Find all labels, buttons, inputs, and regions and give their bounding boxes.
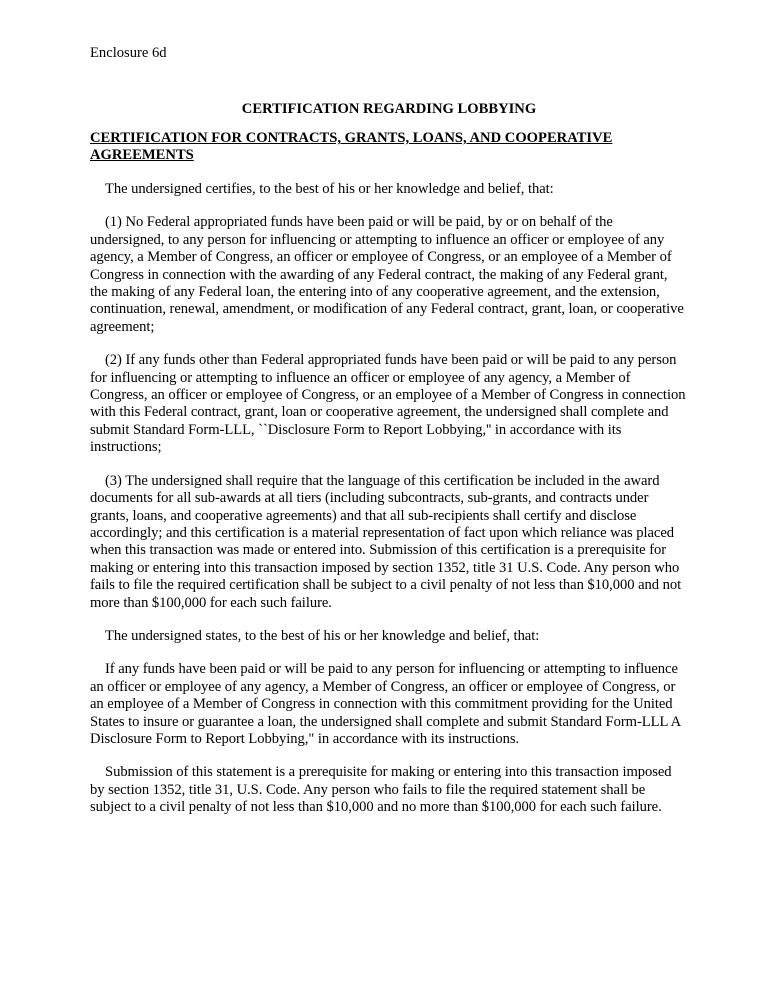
intro-states-paragraph: The undersigned states, to the best of his or her knowledge and belief, that:: [105, 627, 540, 644]
intro-certifies-paragraph: The undersigned certifies, to the best of his or her knowledge and belief, that:: [105, 181, 554, 197]
clause-2-paragraph: (2) If any funds other than Federal appropriated funds have been paid or will be paid to any person for influencing or attempting to influence an officer or employee of any agency, a Member of Congress, an officer or employee of Congress, or an employee of a Member of Congress in connection with this Federal contract, grant, loan or cooperative agreement, the undersigned shall complete and submit Standard Form-LLL, ``Disclosure Form to Report Lobbying,'' in accordance with its instructions;: [90, 352, 686, 456]
clause-1-paragraph: (1) No Federal appropriated funds have been paid or will be paid, by or on behalf of the undersigned, to any person for influencing or attempting to influence an officer or employee of any agency, a Member of Congress, an officer or employee of Congress, or an employee of a Member of Congress in connection with the awarding of any Federal contract, the making of any Federal grant, the making of any Federal loan, the entering into of any cooperative agreement, and the extension, continuation, renewal, amendment, or modification of any Federal contract, grant, loan, or cooperative agreement;: [90, 214, 684, 335]
loan-guarantee-paragraph: If any funds have been paid or will be paid to any person for influencing or attempting to influence an officer or employee of any agency, a Member of Congress, an officer or employee of Congress, or an employee of a Member of Congress in connection with this commitment providing for the United States to insure or guarantee a loan, the undersigned shall complete and submit Standard Form-LLL A Disclosure Form to Report Lobbying," in accordance with its instructions.: [90, 661, 681, 747]
document-page: [90, 44, 688, 833]
document-subtitle: CERTIFICATION FOR CONTRACTS, GRANTS, LOANS, AND COOPERATIVE AGREEMENTS: [90, 130, 613, 163]
submission-statement-paragraph: Submission of this statement is a prerequisite for making or entering into this transaction imposed by section 1352, title 31, U.S. Code. Any person who fails to file the required statement shall be subject to a civil penalty of not less than $10,000 and no more than $100,000 for each such failure.: [90, 764, 672, 816]
enclosure-label: Enclosure 6d: [90, 45, 167, 61]
document-title: CERTIFICATION REGARDING LOBBYING: [241, 101, 537, 117]
clause-3-paragraph: (3) The undersigned shall require that the language of this certification be included in the award documents for all sub-awards at all tiers (including subcontracts, sub-grants, and contracts under grants, loans, and cooperative agreements) and that all sub-recipients shall certify and disclose accordingly; and this certification is a material representation of fact upon which reliance was placed when this transaction was made or entered into. Submission of this certification is a prerequisite for making or entering into this transaction imposed by section 1352, title 31 U.S. Code. Any person who fails to file the required certification shall be subject to a civil penalty of not less than $10,000 and not more than $100,000 for each such failure.: [90, 472, 682, 611]
